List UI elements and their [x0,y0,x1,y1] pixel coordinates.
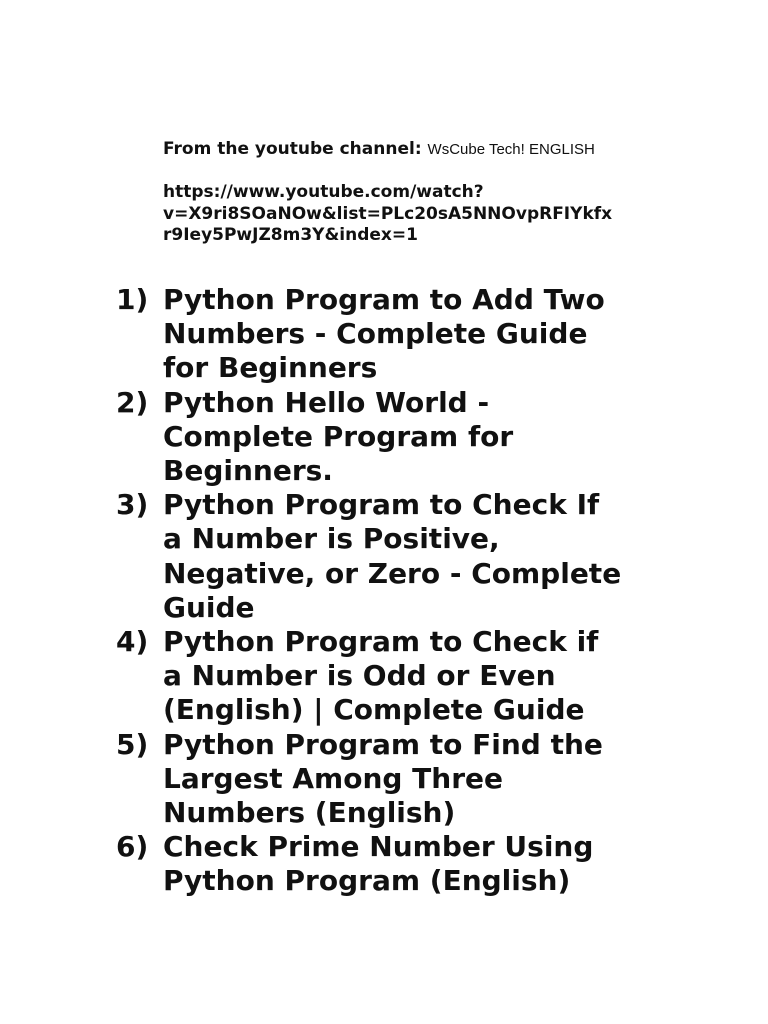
item-title [163,625,598,728]
item-title-line: for Beginners [163,351,378,385]
list-item [116,625,716,728]
list-item [116,728,716,831]
list-item [116,283,716,386]
video-url[interactable] [163,182,703,247]
video-list [116,283,716,899]
list-item [116,386,716,489]
url-line: https://www.youtube.com/watch? [163,182,484,202]
item-title-line: a Number is Odd or Even [163,659,556,693]
item-number: 6) [116,830,149,864]
item-title-line: Python Hello World - [163,385,490,419]
url-line: v=X9ri8SOaNOw&list=PLc20sA5NNOvpRFIYkfx [163,203,613,224]
item-title-line: Python Program to Find the [163,727,603,761]
item-title-line: Python Program to Check if [163,625,599,659]
item-title-line: Python Program to Check If [163,488,600,522]
item-title [163,728,603,831]
list-item [116,488,716,625]
item-title-line: Python Program (English) [163,864,571,898]
item-title-line: Complete Program for [163,419,514,453]
item-title [163,283,605,386]
channel-name: WsCube Tech! ENGLISH [427,141,595,158]
item-number: 3) [116,488,149,522]
item-number: 2) [116,385,149,419]
item-number: 5) [116,727,149,761]
list-item [116,830,716,898]
url-line: r9Iey5PwJZ8m3Y&index=1 [163,225,418,245]
item-title-line: Numbers - Complete Guide [163,317,588,351]
item-title-line: Largest Among Three [163,761,504,795]
item-number: 4) [116,625,149,659]
item-number: 1) [116,283,149,316]
item-title-line: (English) | Complete Guide [163,693,585,727]
item-title [163,488,621,625]
item-title-line: Negative, or Zero - Complete [163,556,622,590]
item-title-line: Numbers (English) [163,796,456,830]
item-title-line: Python Program to Add Two [163,283,605,316]
source-line [163,139,723,160]
item-title [163,830,593,898]
item-title [163,386,513,489]
item-title-line: Guide [163,590,255,624]
item-title-line: Check Prime Number Using [163,830,594,864]
source-prefix: From the youtube channel: [163,139,422,159]
item-title-line: a Number is Positive, [163,522,500,556]
item-title-line: Beginners. [163,454,333,488]
